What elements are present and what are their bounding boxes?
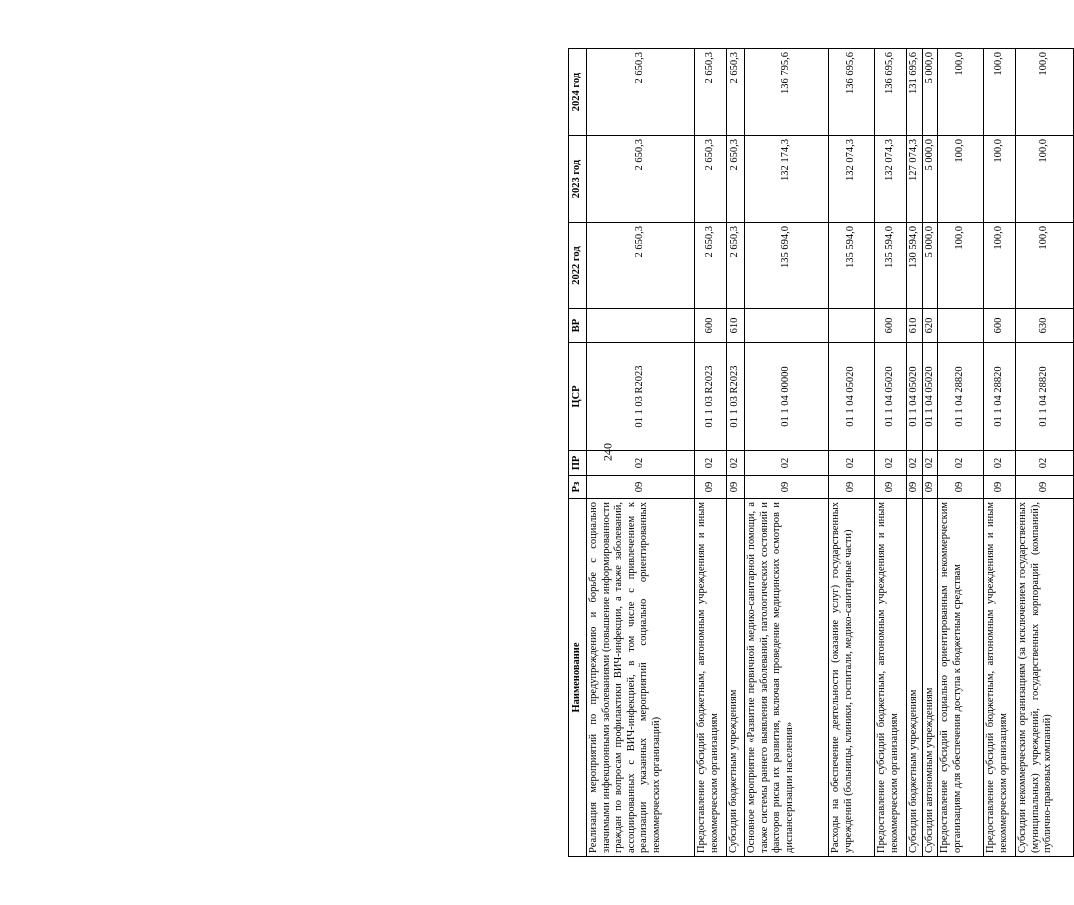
header-2022: 2022 год (569, 223, 587, 309)
row-2023: 100,0 (984, 136, 1016, 223)
row-pr: 02 (907, 451, 923, 476)
row-name: Основное мероприятие «Развитие первичной медико-санитарной помощи, а также системы раннего выявления заболеваний, патологических состояний и факторов риска их развития, включая проведение медицинских осмотров и диспансеризации населения» (745, 499, 829, 857)
row-pr: 02 (695, 451, 727, 476)
row-2022: 130 594,0 (907, 223, 923, 309)
row-name: Субсидии некоммерческим организациям (за исключением государственных (муниципальных) учреждений, государственных корпораций (компаний), публично-правовых компаний) (1016, 499, 1074, 857)
row-vr (587, 309, 695, 343)
row-csr: 01 1 04 00000 (745, 343, 829, 451)
row-2024: 136 695,6 (829, 49, 875, 136)
row-rz: 09 (587, 476, 695, 499)
row-csr: 01 1 04 28820 (938, 343, 984, 451)
row-2022: 2 650,3 (727, 223, 745, 309)
row-vr: 600 (695, 309, 727, 343)
row-2024: 5 000,0 (922, 49, 938, 136)
row-name: Предоставление субсидий бюджетным, автономным учреждениям и иным некоммерческим организациям (875, 499, 907, 857)
row-csr: 01 1 04 28820 (984, 343, 1016, 451)
row-2024: 2 650,3 (587, 49, 695, 136)
table-row (922, 49, 938, 857)
header-row (569, 49, 587, 857)
row-2022: 2 650,3 (587, 223, 695, 309)
row-pr: 02 (587, 451, 695, 476)
table-row (907, 49, 923, 857)
header-2024: 2024 год (569, 49, 587, 136)
row-pr: 02 (727, 451, 745, 476)
row-rz: 09 (695, 476, 727, 499)
row-rz: 09 (1016, 476, 1074, 499)
row-csr: 01 1 04 05020 (875, 343, 907, 451)
row-pr: 02 (984, 451, 1016, 476)
row-name: Субсидии бюджетным учреждениям (907, 499, 923, 857)
row-vr: 630 (1016, 309, 1074, 343)
row-vr: 610 (727, 309, 745, 343)
row-2024: 100,0 (1016, 49, 1074, 136)
row-name: Предоставление субсидий бюджетным, автономным учреждениям и иным некоммерческим организациям (695, 499, 727, 857)
row-name: Субсидии автономным учреждениям (922, 499, 938, 857)
row-name: Предоставление субсидий бюджетным, автономным учреждениям и иным некоммерческим организациям (984, 499, 1016, 857)
row-csr: 01 1 04 05020 (907, 343, 923, 451)
header-rz: Рз (569, 476, 587, 499)
row-2024: 131 695,6 (907, 49, 923, 136)
row-2022: 135 594,0 (875, 223, 907, 309)
row-2024: 2 650,3 (727, 49, 745, 136)
row-pr: 02 (875, 451, 907, 476)
row-vr (829, 309, 875, 343)
table-row (695, 49, 727, 857)
table-row (829, 49, 875, 857)
table-container (568, 49, 1054, 857)
table-row (984, 49, 1016, 857)
row-2023: 100,0 (1016, 136, 1074, 223)
row-vr (745, 309, 829, 343)
header-vr: ВР (569, 309, 587, 343)
page-number: 240 (600, 443, 615, 461)
header-2023: 2023 год (569, 136, 587, 223)
row-vr: 620 (922, 309, 938, 343)
row-2024: 2 650,3 (695, 49, 727, 136)
row-2022: 100,0 (938, 223, 984, 309)
row-csr: 01 1 03 R2023 (727, 343, 745, 451)
row-rz: 09 (829, 476, 875, 499)
row-csr: 01 1 04 05020 (829, 343, 875, 451)
row-2023: 2 650,3 (695, 136, 727, 223)
row-csr: 01 1 04 05020 (922, 343, 938, 451)
table-row (587, 49, 695, 857)
row-2022: 135 694,0 (745, 223, 829, 309)
budget-table (568, 48, 1074, 857)
row-rz: 09 (745, 476, 829, 499)
row-2023: 127 074,3 (907, 136, 923, 223)
row-2024: 136 795,6 (745, 49, 829, 136)
row-2022: 2 650,3 (695, 223, 727, 309)
row-2023: 5 000,0 (922, 136, 938, 223)
row-csr: 01 1 04 28820 (1016, 343, 1074, 451)
row-vr: 600 (984, 309, 1016, 343)
row-rz: 09 (922, 476, 938, 499)
row-name: Расходы на обеспечение деятельности (оказание услуг) государственных учреждений (больницы, клиники, госпитали, медико-санитарные части) (829, 499, 875, 857)
header-csr: ЦСР (569, 343, 587, 451)
row-2022: 135 594,0 (829, 223, 875, 309)
table-row (745, 49, 829, 857)
row-name: Субсидии бюджетным учреждениям (727, 499, 745, 857)
row-rz: 09 (938, 476, 984, 499)
row-rz: 09 (875, 476, 907, 499)
row-name: Предоставление субсидий социально ориентированным некоммерческим организациям для обеспечения доступа к бюджетным средствам (938, 499, 984, 857)
row-2023: 2 650,3 (727, 136, 745, 223)
row-csr: 01 1 03 R2023 (587, 343, 695, 451)
row-pr: 02 (922, 451, 938, 476)
row-rz: 09 (727, 476, 745, 499)
header-pr: ПР (569, 451, 587, 476)
row-2023: 100,0 (938, 136, 984, 223)
row-rz: 09 (984, 476, 1016, 499)
row-2024: 100,0 (938, 49, 984, 136)
row-2023: 132 074,3 (875, 136, 907, 223)
table-row (727, 49, 745, 857)
row-vr (938, 309, 984, 343)
table-row (938, 49, 984, 857)
row-csr: 01 1 03 R2023 (695, 343, 727, 451)
row-vr: 610 (907, 309, 923, 343)
row-pr: 02 (829, 451, 875, 476)
row-2022: 100,0 (1016, 223, 1074, 309)
row-rz: 09 (907, 476, 923, 499)
header-name: Наименование (569, 499, 587, 857)
row-2022: 5 000,0 (922, 223, 938, 309)
row-pr: 02 (1016, 451, 1074, 476)
row-2024: 100,0 (984, 49, 1016, 136)
table-row (875, 49, 907, 857)
table-row (1016, 49, 1074, 857)
row-2023: 2 650,3 (587, 136, 695, 223)
row-2024: 136 695,6 (875, 49, 907, 136)
row-2023: 132 074,3 (829, 136, 875, 223)
row-name: Реализация мероприятий по предупреждению и борьбе с социально значимыми инфекционными заболеваниями (повышение информированности граждан по вопросам профилактики ВИЧ-инфекции, а также заболеваний, ассоциированных с ВИЧ-инфекцией, в том числе с привлечением к реализации указанных мероприятий социально ориентированных некоммерческих организаций) (587, 499, 695, 857)
row-vr: 600 (875, 309, 907, 343)
row-2023: 132 174,3 (745, 136, 829, 223)
row-2022: 100,0 (984, 223, 1016, 309)
row-pr: 02 (938, 451, 984, 476)
row-pr: 02 (745, 451, 829, 476)
